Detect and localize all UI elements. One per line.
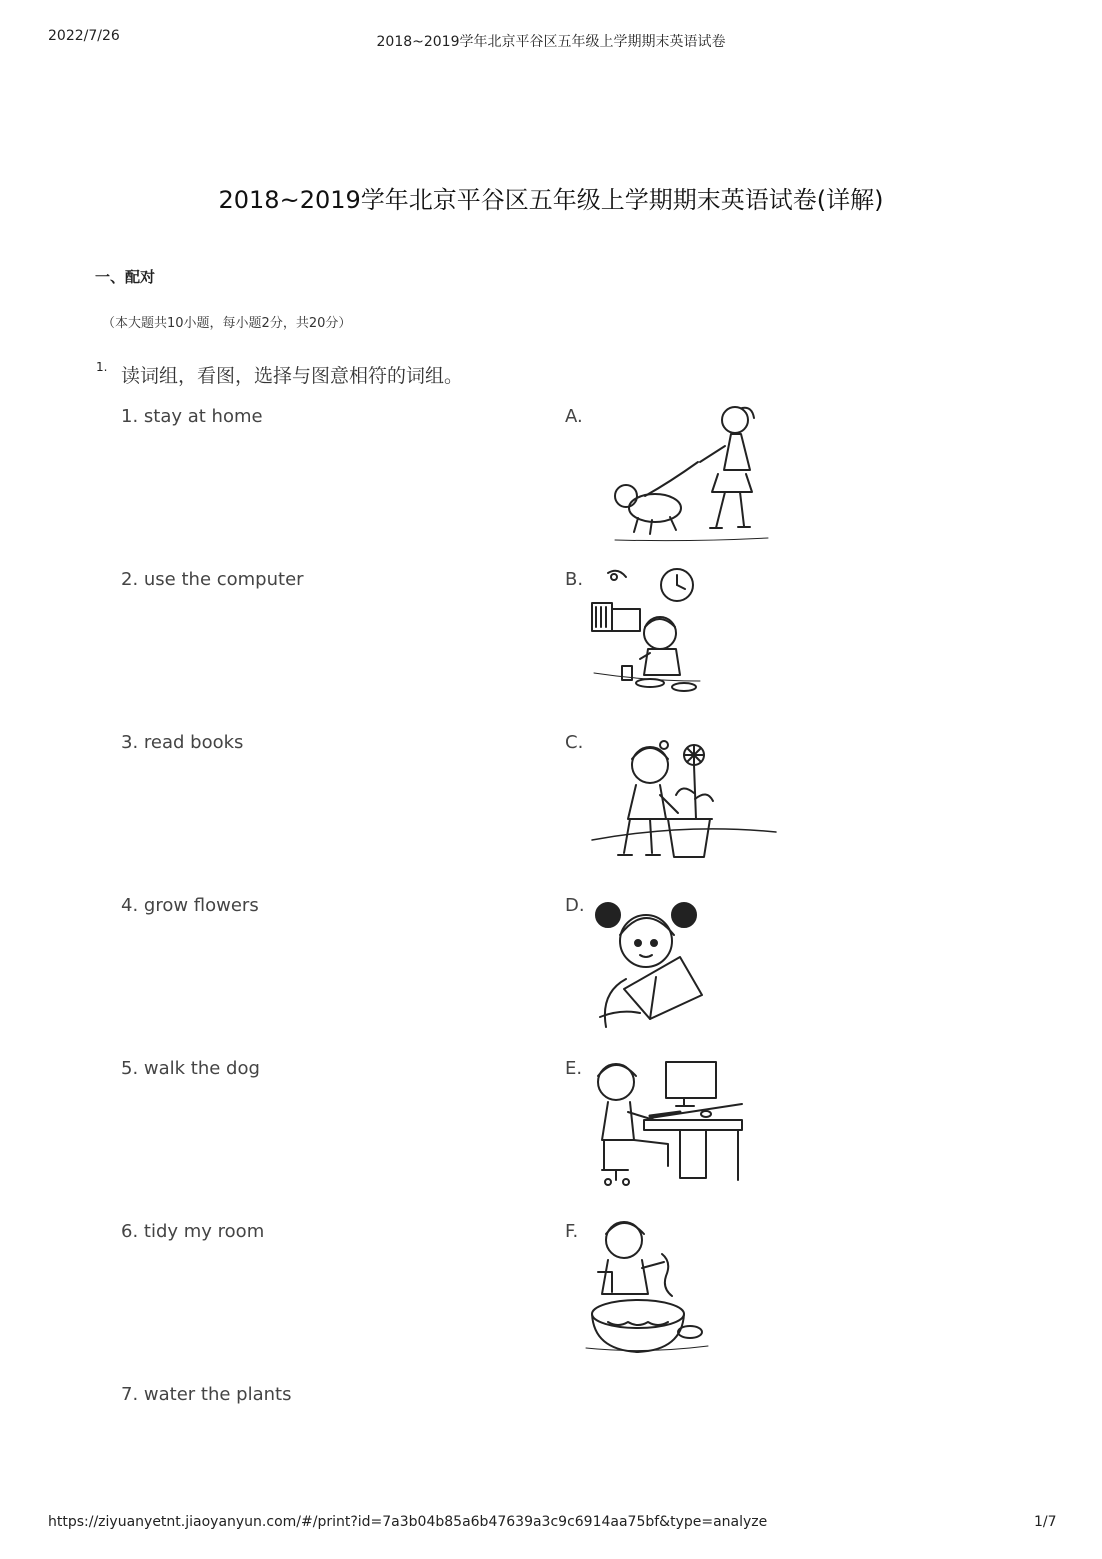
- option-e: E.: [565, 1058, 583, 1079]
- header-date: 2022/7/26: [48, 28, 120, 44]
- document-title: 2018~2019学年北京平谷区五年级上学期期末英语试卷(详解): [218, 186, 884, 214]
- option-a: A.: [565, 406, 583, 427]
- section-heading: 一、配对: [95, 268, 156, 286]
- item-3: 3. read books: [121, 732, 244, 753]
- footer-url: https://ziyuanyetnt.jiaoyanyun.com/#/print?id=7a3b04b85a6b47639a3c9c6914aa75bf&type=analyze: [48, 1514, 768, 1530]
- section-note: （本大题共10小题，每小题2分，共20分）: [102, 316, 352, 331]
- option-b: B.: [565, 569, 584, 590]
- picture-walk-dog: [600, 400, 775, 545]
- item-2: 2. use the computer: [121, 569, 304, 590]
- item-6: 6. tidy my room: [121, 1221, 265, 1242]
- item-4: 4. grow flowers: [121, 895, 259, 916]
- picture-grow-flowers: [590, 735, 780, 863]
- question-number: 1.: [96, 360, 108, 374]
- picture-stay-home: [588, 563, 708, 703]
- picture-read-books: [590, 893, 705, 1028]
- option-f: F.: [565, 1221, 579, 1242]
- option-c: C.: [565, 732, 584, 753]
- picture-wash-clothes: [584, 1214, 714, 1359]
- header-title: 2018~2019学年北京平谷区五年级上学期期末英语试卷: [376, 34, 726, 50]
- footer-page-number: 1/7: [1034, 1514, 1057, 1530]
- option-d: D.: [565, 895, 585, 916]
- picture-use-computer: [588, 1058, 748, 1188]
- item-5: 5. walk the dog: [121, 1058, 260, 1079]
- item-1: 1. stay at home: [121, 406, 263, 427]
- question-instruction: 读词组，看图，选择与图意相符的词组。: [121, 365, 464, 387]
- item-7: 7. water the plants: [121, 1384, 292, 1405]
